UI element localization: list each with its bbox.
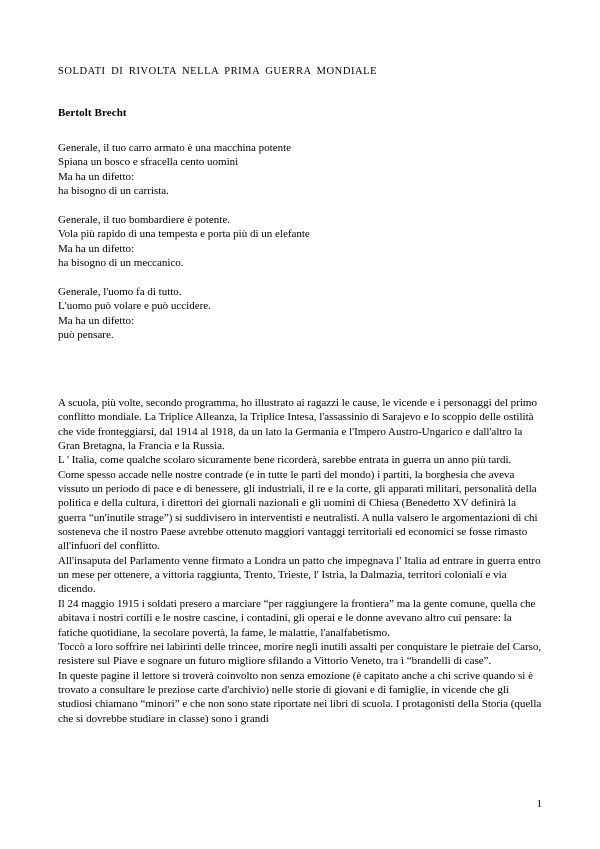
poem-line: Generale, il tuo carro armato è una macchina potente [58,142,292,154]
paragraph: All'insaputa del Parlamento venne firmato a Londra un patto che impegnava l' Italia ad entrare in guerra entro un mese per ottenere, a vittoria raggiunta, Trento, Trieste, l' Istria, la Dalmazia, territori coloniali e via dicendo. [58,554,541,596]
poem-line: ha bisogno di un carrista. [58,185,169,198]
poem-line: Ma ha un difetto: [58,170,135,183]
paragraph: A scuola, più volte, secondo programma, ho illustrato ai ragazzi le cause, le vicende e i personaggi del primo conflitto mondiale. La Triplice Alleanza, la Triplice Intesa, l'assassinio di Sarajevo e lo scoppio delle ostilità che vide fronteggiarsi, dal 1914 al 1918, da un lato la Germania e l'Impero Austro-Ungarico e dall'altro la Gran Bretagna, la Francia e la Russia. [58,397,537,453]
paragraph: Il 24 maggio 1915 i soldati presero a marciare “per raggiungere la frontiera” ma la gente comune, quella che abitava i nostri cortili e le nostre cascine, i contadini, gli operai e le donne avevano altro cui pensare: la fatiche quotidiane, la secolare povertà, la fame, le malattie, l'analfabetismo. [58,597,536,639]
author-heading: Bertolt Brecht [58,107,127,119]
paragraph: L ' Italia, come qualche scolaro sicuramente bene ricorderà, sarebbe entrata in guerra un anno più tardi. [58,454,512,467]
poem-block [58,141,478,343]
paragraph: Come spesso accade nelle nostre contrade (e in tutte le parti del mondo) i partiti, la borghesia che aveva vissuto un periodo di pace e di benessere, gli industriali, il re e la corte, gli apparati militari, personalità della politica e della cultura, i direttori dei giornali nazionali e gli uomini di Chiesa (Benedetto XV definirà la guerra “un'inutile strage”) si suddivisero in interventisti e neutralisti. A nulla valsero le argomentazioni di chi sosteneva che il nostro Paese avrebbe ottenuto maggiori vantaggi territoriali ed economici se fosse rimasto all'infuori del conflitto. [58,468,538,553]
poem-stanza [58,285,478,343]
poem-line: Vola più rapido di una tempesta e porta più di un elefante [58,228,310,241]
poem-stanza [58,213,478,271]
poem-line: L'uomo può volare e può uccidere. [58,300,211,313]
page-title: SOLDATI DI RIVOLTA NELLA PRIMA GUERRA MONDIALE [58,66,378,77]
paragraph: In queste pagine il lettore si troverà coinvolto non senza emozione (è capitato anche a chi scrive quando si è trovato a consultare le preziose carte d'archivio) nelle storie di giovani e di famiglie, in vicende che gli studiosi chiamano “minori” e che non sono state riportate nei libri di scuola. I protagonisti della Storia (quella che si dovrebbe studiare in classe) sono i grandi [58,669,542,725]
poem-line: Generale, il tuo bombardiere è potente. [58,214,230,227]
paragraph: Toccò a loro soffrire nei labirinti delle trincee, morire negli inutili assalti per conquistare le pietraie del Carso, resistere sul Piave e sognare un futuro migliore sfilando a Vittorio Veneto, tra i “brandelli di case”. [58,640,542,668]
poem-line: ha bisogno di un meccanico. [58,257,184,270]
poem-line: Spiana un bosco e sfracella cento uomini [58,156,239,169]
poem-line: Generale, l'uomo fa di tutto. [58,286,182,299]
poem-line: Ma ha un difetto: [58,314,135,327]
poem-line: Ma ha un difetto: [58,242,135,255]
page-number: 1 [536,798,542,810]
prose-body [58,396,542,726]
poem-line: può pensare. [58,329,114,342]
poem-stanza [58,141,478,199]
